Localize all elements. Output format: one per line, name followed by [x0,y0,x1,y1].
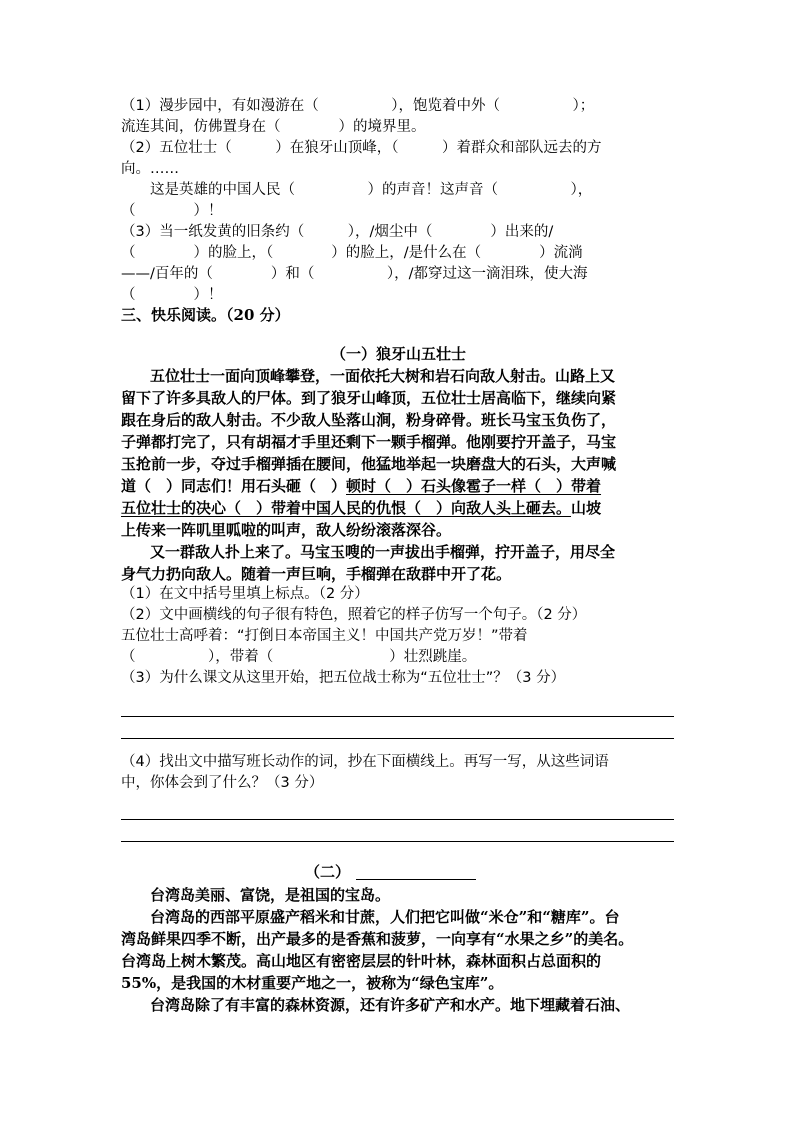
fill-in-q2-line4: （ ）！ [121,203,223,219]
passage1-line: 玉抢前一步，夺过手榴弹插在腰间，他猛地举起一块磨盘大的石头，大声喊 [121,455,617,473]
passage1-line: 子弹都打完了，只有胡福才手里还剩下一颗手榴弹。他刚要拧开盖子，马宝 [121,433,617,451]
answer-line[interactable] [121,841,674,842]
passage2-title-row [305,862,505,882]
passage2-line: 湾岛鲜果四季不断，出产最多的是香蕉和菠萝，一向享有“水果之乡”的美名。 [121,930,634,948]
passage1-line: 跟在身后的敌人射击。不少敌人坠落山涧，粉身碎骨。班长马宝玉负伤了， [121,411,617,429]
answer-line[interactable] [121,716,674,717]
question-4: 中，你体会到了什么？（3 分） [121,775,324,791]
fill-in-q3-line4: （ ）！ [121,287,223,303]
fill-in-q2-line1: （2）五位壮士（ ）在狼牙山顶峰，（ ）着群众和部队远去的方 [121,140,602,156]
section-heading: 三、快乐阅读。（20 分） [121,306,290,324]
fill-in-q1-line2: 流连其间，仿佛置身在（ ）的境界里。 [121,119,426,135]
question-2: （2）文中画横线的句子很有特色，照着它的样子仿写一个句子。（2 分） [121,607,587,623]
passage2-title: （二） [305,863,351,881]
question-4: （4）找出文中描写班长动作的词，抄在下面横线上。再写一写，从这些词语 [121,754,609,770]
fill-in-q3-line2: （ ）的脸上，（ ）的脸上，/是什么在（ ）流淌 [121,245,583,261]
passage1-line: 身气力扔向敌人。随着一声巨响，手榴弹在敌群中开了花。 [121,565,512,583]
answer-line[interactable] [121,819,674,820]
question-2-example: （ ），带着（ ）壮烈跳崖。 [121,649,477,665]
passage2-line: 台湾岛的西部平原盛产稻米和甘蔗，人们把它叫做“米仓”和“糖库”。台 [150,908,620,926]
passage1-underlined-line [121,498,676,518]
fill-in-q2-line2: 向。…… [121,161,179,177]
fill-in-q3-line3: ——/百年的（ ）和（ ），/都穿过这一滴泪珠，使大海 [121,266,588,282]
passage1-line: 又一群敌人扑上来了。马宝玉嗖的一声拔出手榴弹，拧开盖子，用尽全 [150,543,616,561]
passage1-line: 留下了许多具敌人的尸体。到了狼牙山峰顶，五位壮士居高临下，继续向紧 [121,389,617,407]
passage1-line: 五位壮士一面向顶峰攀登，一面依托大树和岩石向敌人射击。山路上又 [150,367,616,385]
question-1: （1）在文中括号里填上标点。（2 分） [121,586,369,602]
passage2-line: 台湾岛上树木繁茂。高山地区有密密层层的针叶林，森林面积占总面积的 [121,952,602,970]
passage1-line: 上传来一阵叽里呱啦的叫声，敌人纷纷滚落深谷。 [121,521,452,539]
passage1-underlined-line [121,476,676,496]
passage2-line: 台湾岛除了有丰富的森林资源，还有许多矿产和水产。地下埋藏着石油、 [150,996,631,1014]
fill-in-q3-line1: （3）当一纸发黄的旧条约（ ），/烟尘中（ ）出来的/ [121,224,554,240]
passage1-text: 山坡 [571,499,602,517]
fill-in-q2-line3: 这是英雄的中国人民（ ）的声音！这声音（ ）， [150,182,593,198]
passage1-underlined-text: 顿时（ ）石头像雹子一样（ ）带着 [346,477,602,495]
passage1-title: （一）狼牙山五壮士 [330,345,466,363]
question-2-example: 五位壮士高呼着：“打倒日本帝国主义！中国共产党万岁！”带着 [121,628,528,644]
passage1-underlined-text: 五位壮士的决心（ ）带着中国人民的仇恨（ ）向敌人头上砸去。 [121,499,572,517]
question-3: （3）为什么课文从这里开始，把五位战士称为“五位壮士”？（3 分） [121,670,566,686]
passage2-line: 55%，是我国的木材重要产地之一，被称为“绿色宝库”。 [121,974,504,992]
answer-line[interactable] [121,738,674,739]
passage2-line: 台湾岛美丽、富饶，是祖国的宝岛。 [150,886,391,904]
fill-in-q1-line1: （1）漫步园中，有如漫游在（ ），饱览着中外（ ）； [121,98,595,114]
passage1-text: 道（ ）同志们！用石头砸（ ） [121,477,347,495]
title-blank[interactable] [356,863,476,880]
